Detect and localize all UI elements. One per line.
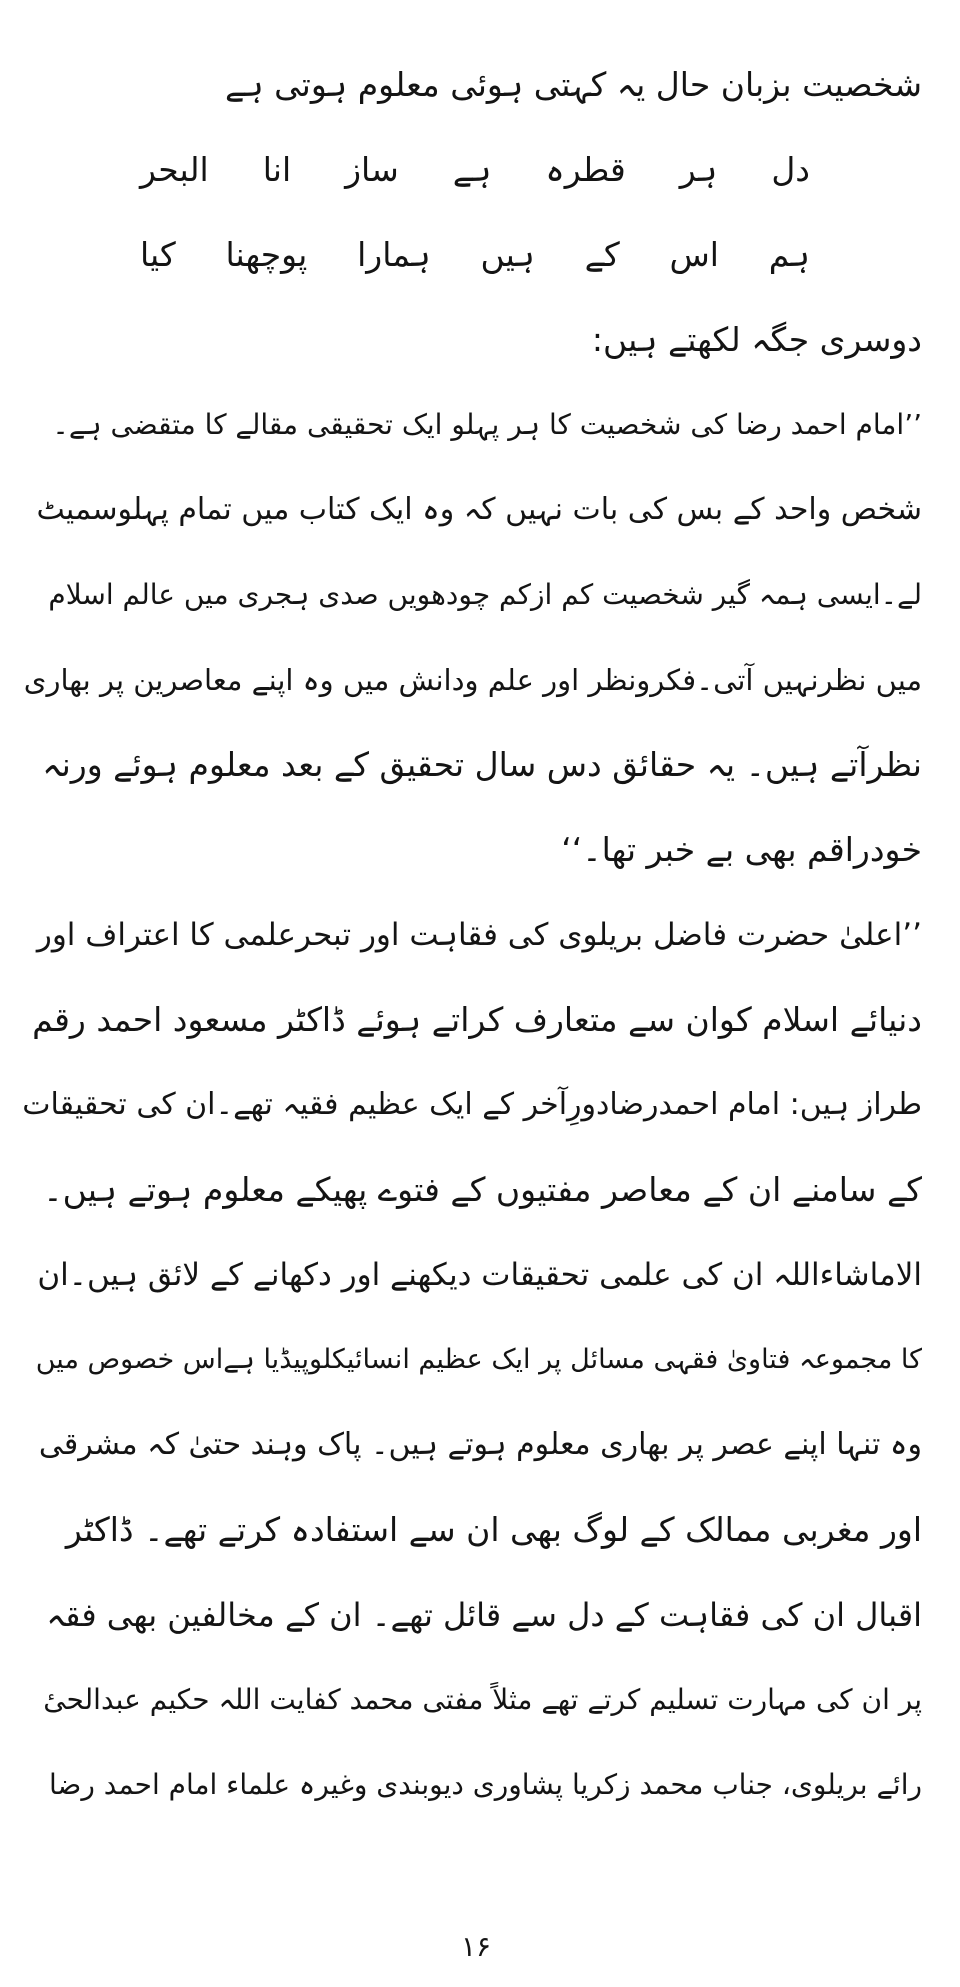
text-line: نظرآتے ہیں۔ یہ حقائق دس سال تحقیق کے بعد معلوم ہوئے ورنہ xyxy=(42,745,922,784)
text-line: دوسری جگہ لکھتے ہیں: xyxy=(591,320,922,359)
text-line: ’’اعلیٰ حضرت فاضل بریلوی کی فقاہت اور تبحرعلمی کا اعتراف اور xyxy=(36,917,922,953)
poem-word: ہمارا xyxy=(357,235,431,274)
poem-word: کیا xyxy=(140,235,176,274)
poem-word: انا xyxy=(262,150,292,189)
text-line: ’’امام احمد رضا کی شخصیت کا ہر پہلو ایک تحقیقی مقالے کا متقضی ہے۔ xyxy=(52,408,922,441)
page-number: ۱۶ xyxy=(460,1930,492,1963)
poem-verse-1 xyxy=(140,135,810,205)
text-line: شخصیت بزبان حال یہ کہتی ہوئی معلوم ہوتی ہے xyxy=(225,65,922,104)
text-line: اقبال ان کی فقاہت کے دل سے قائل تھے۔ ان کے مخالفین بھی فقہ xyxy=(46,1596,922,1634)
poem-word: پوچھنا xyxy=(225,235,308,274)
poem-word: ہیں xyxy=(480,235,535,274)
text-line: لے۔ایسی ہمہ گیر شخصیت کم ازکم چودھویں صدی ہجری میں عالم اسلام xyxy=(48,578,922,611)
text-line: پر ان کی مہارت تسلیم کرتے تھے مثلاً مفتی محمد کفایت اللہ حکیم عبدالحیٔ xyxy=(43,1683,922,1716)
text-line: طراز ہیں: امام احمدرضادورِآخر کے ایک عظیم فقیہ تھے۔ان کی تحقیقات xyxy=(22,1087,922,1122)
poem-word: البحر xyxy=(140,150,209,189)
poem-word: دل xyxy=(771,150,810,189)
text-line: میں نظرنہیں آتی۔فکرونظر اور علم ودانش میں وہ اپنے معاصرین پر بھاری xyxy=(23,663,922,697)
text-line: کا مجموعہ فتاویٰ فقہی مسائل پر ایک عظیم انسائیکلوپیڈیا ہےاس خصوص میں xyxy=(35,1344,922,1375)
text-line: خودراقم بھی بے خبر تھا۔‘‘ xyxy=(561,830,922,869)
poem-word: ہر xyxy=(679,150,718,189)
text-line: وہ تنہا اپنے عصر پر بھاری معلوم ہوتے ہیں۔ پاک وہند حتیٰ کہ مشرقی xyxy=(38,1427,922,1462)
text-line: کے سامنے ان کے معاصر مفتیوں کے فتوے پھیکے معلوم ہوتے ہیں۔ xyxy=(43,1170,922,1209)
poem-word: ہے xyxy=(452,150,492,189)
poem-word: قطرہ xyxy=(545,150,626,189)
text-line: الاماشاءاللہ ان کی علمی تحقیقات دیکھنے اور دکھانے کے لائق ہیں۔ان xyxy=(37,1257,922,1293)
text-line: اور مغربی ممالک کے لوگ بھی ان سے استفادہ کرتے تھے۔ ڈاکٹر xyxy=(65,1510,922,1549)
poem-word: اس xyxy=(669,235,719,274)
poem-word: کے xyxy=(584,235,620,274)
poem-word: ہم xyxy=(768,235,810,274)
text-line: دنیائے اسلام کوان سے متعارف کراتے ہوئے ڈاکٹر مسعود احمد رقم xyxy=(32,1000,922,1039)
poem-verse-2 xyxy=(140,220,810,290)
text-line: شخص واحد کے بس کی بات نہیں کہ وہ ایک کتاب میں تمام پہلوسمیٹ xyxy=(36,492,922,527)
poem-word: ساز xyxy=(345,150,399,189)
text-line: رائے بریلوی، جناب محمد زکریا پشاوری دیوبندی وغیرہ علماء امام احمد رضا xyxy=(49,1768,922,1801)
